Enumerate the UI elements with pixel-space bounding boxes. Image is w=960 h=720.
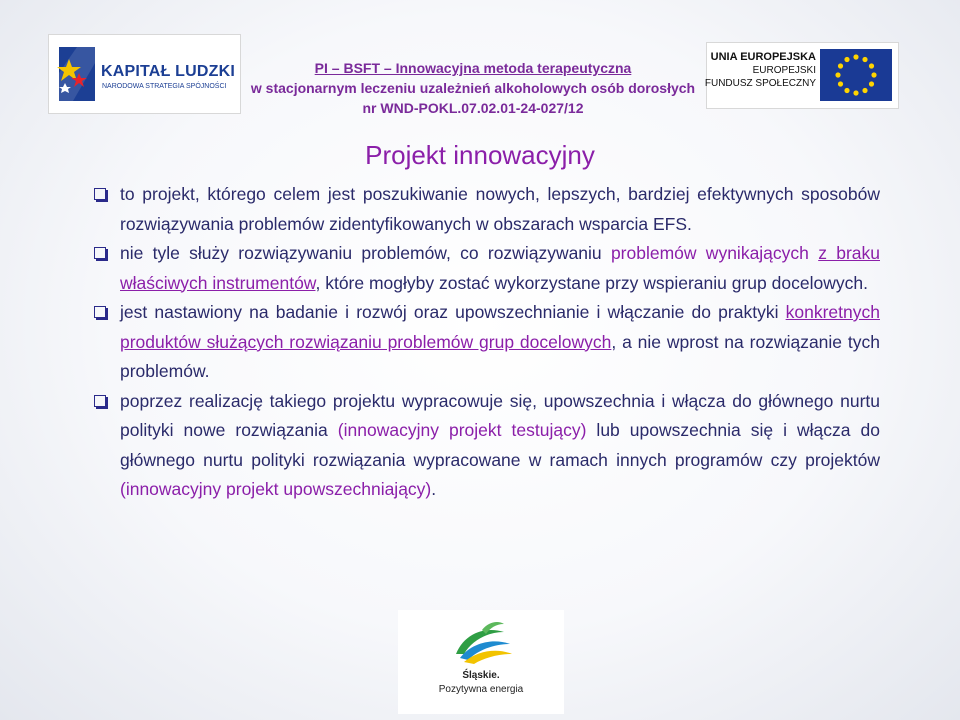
item-text: . (431, 479, 437, 499)
slaskie-tagline: Pozytywna energia (438, 684, 524, 695)
eu-logo-text (705, 51, 816, 90)
project-number: nr WND-POKL.07.02.01-24-027/12 (362, 100, 584, 116)
item-text: jest nastawiony na badanie i rozwój oraz upowszechnianie i włączanie do praktyki (120, 302, 786, 322)
item-highlight: (innowacyjny projekt upowszechniający) (120, 479, 432, 499)
item-underlined-highlight: konkretnych produktów służących rozwiązaniu problemów grup docelowych (120, 302, 880, 352)
item-text: poprzez realizację takiego projektu wypracowuje się, upowszechnia i włącza do głównego nurtu polityki nowe rozwiązania (120, 390, 880, 440)
kapital-ludzki-subtitle: NARODOWA STRATEGIA SPÓJNOŚCI (102, 83, 227, 90)
list-item (90, 239, 880, 298)
checkbox-bullet-icon (94, 306, 106, 318)
eu-flag-icon (820, 49, 892, 101)
kapital-ludzki-title: KAPITAŁ LUDZKI (101, 63, 236, 80)
checkbox-bullet-icon (94, 247, 106, 259)
slaskie-swirl-icon (398, 610, 564, 670)
project-name: PI – BSFT – Innowacyjna metoda terapeutyczna (314, 60, 632, 76)
slaskie-name: Śląskie. (462, 670, 500, 681)
project-header (240, 58, 706, 118)
list-item (90, 298, 880, 387)
item-underlined-highlight: z braku właściwych instrumentów (120, 243, 880, 293)
item-text: , a nie wprost na rozwiązanie tych problemów. (120, 331, 880, 381)
checkbox-bullet-icon (94, 188, 106, 200)
eu-logo-line3: FUNDUSZ SPOŁECZNY (704, 78, 816, 89)
eu-efs-logo (706, 42, 899, 109)
eu-logo-line2: EUROPEJSKI (752, 65, 816, 76)
item-highlight: problemów wynikających (610, 243, 819, 263)
project-description: w stacjonarnym leczeniu uzależnień alkoholowych osób dorosłych (250, 80, 696, 96)
item-text: to projekt, którego celem jest poszukiwanie nowych, lepszych, bardziej efektywnych sposobów rozwiązywania problemów zidentyfikowanych w obszarach wsparcia EFS. (120, 184, 880, 234)
bullet-list (90, 180, 880, 505)
checkbox-bullet-icon (94, 395, 106, 407)
item-text: , które mogłyby zostać wykorzystane przy wspieraniu grup docelowych. (315, 272, 868, 293)
item-text: nie tyle służy rozwiązywaniu problemów, co rozwiązywaniu (120, 243, 611, 263)
item-text: lub upowszechnia się i włącza do głównego nurtu polityki rozwiązania wypracowane w ramach innych programów czy projektów (120, 420, 880, 470)
kapital-ludzki-emblem-icon (55, 43, 99, 105)
kapital-ludzki-logo (48, 34, 241, 114)
item-highlight: (innowacyjny projekt testujący) (337, 420, 587, 440)
list-item (90, 387, 880, 505)
eu-logo-line1: UNIA EUROPEJSKA (710, 51, 816, 63)
list-item (90, 180, 880, 239)
slide-title: Projekt innowacyjny (365, 140, 595, 170)
slaskie-logo (398, 610, 564, 714)
